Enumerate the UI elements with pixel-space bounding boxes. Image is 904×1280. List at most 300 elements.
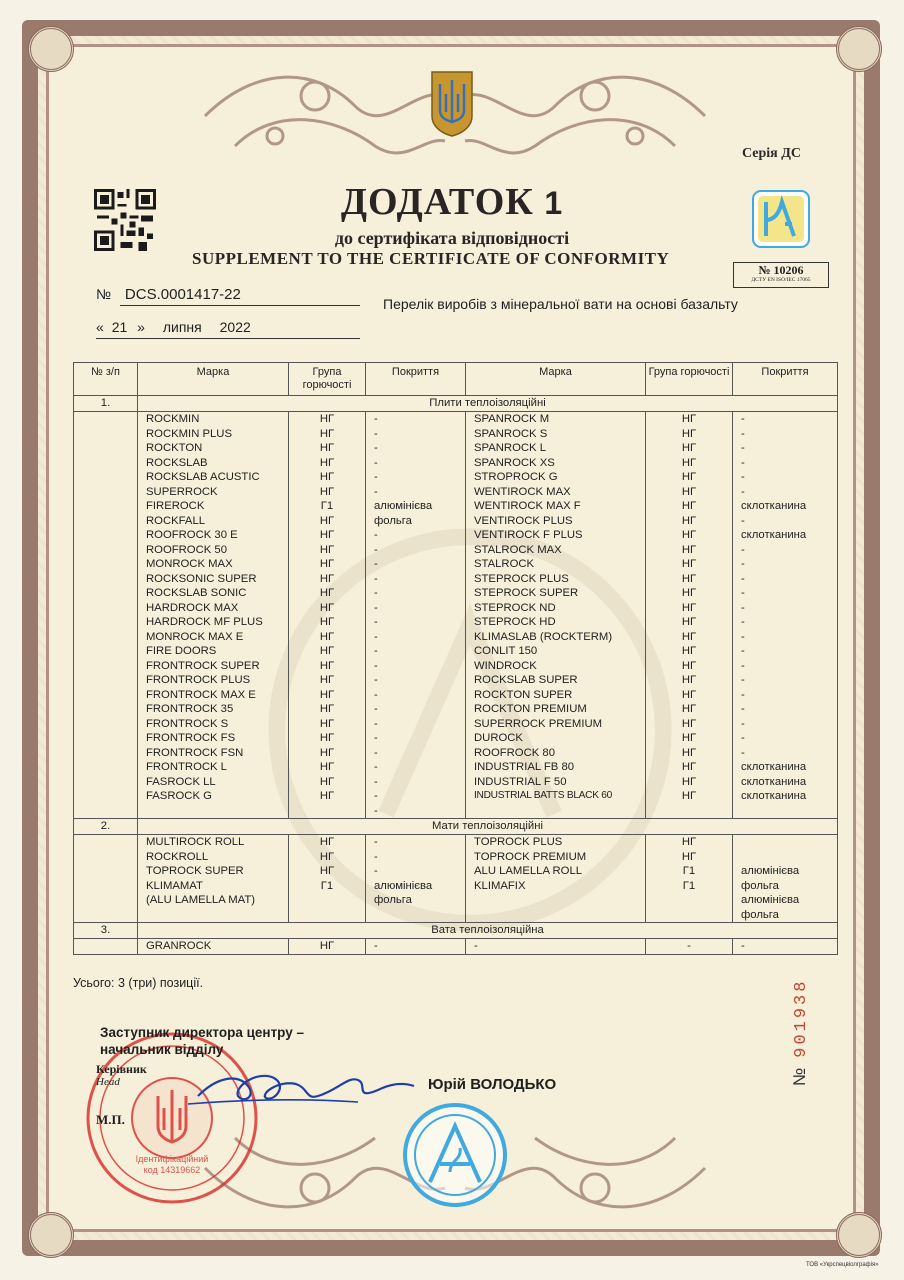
product-list-description: Перелік виробів з мінеральної вати на основі базальту bbox=[383, 296, 738, 312]
row-number-cell bbox=[74, 731, 138, 746]
cell-group-2: НГ bbox=[646, 572, 733, 587]
section-row bbox=[74, 396, 838, 412]
cell-group-2: НГ bbox=[646, 615, 733, 630]
row-number-cell bbox=[74, 557, 138, 572]
table-row bbox=[74, 557, 838, 572]
cell-coating: - bbox=[366, 673, 466, 688]
cell-group-2: НГ bbox=[646, 485, 733, 500]
cell-group-2: - bbox=[646, 939, 733, 955]
table-row bbox=[74, 644, 838, 659]
cell-mark: FIREROCK bbox=[138, 499, 289, 514]
cell-coating: алюмінієва bbox=[366, 879, 466, 894]
cell-group: НГ bbox=[289, 746, 366, 761]
cell-mark-2: CONLIT 150 bbox=[466, 644, 646, 659]
section-title: Вата теплоізоляційна bbox=[138, 923, 838, 939]
table-body bbox=[74, 396, 838, 955]
row-number-cell bbox=[74, 630, 138, 645]
cell-group: НГ bbox=[289, 760, 366, 775]
cell-mark: FASROCK LL bbox=[138, 775, 289, 790]
cell-mark-2: INDUSTRIAL FB 80 bbox=[466, 760, 646, 775]
section-row bbox=[74, 923, 838, 939]
table-row bbox=[74, 470, 838, 485]
cell-group-2: НГ bbox=[646, 543, 733, 558]
cell-group: Г1 bbox=[289, 879, 366, 894]
cell-mark-2: ROCKTON PREMIUM bbox=[466, 702, 646, 717]
table-row bbox=[74, 630, 838, 645]
cell-mark-2 bbox=[466, 893, 646, 908]
cell-coating: - bbox=[366, 746, 466, 761]
cell-group: НГ bbox=[289, 485, 366, 500]
head-label-ua: Керівник bbox=[96, 1062, 147, 1076]
head-label bbox=[96, 1063, 147, 1089]
row-number-cell bbox=[74, 893, 138, 908]
cell-coating: - bbox=[366, 615, 466, 630]
cell-mark-2: TOPROCK PREMIUM bbox=[466, 850, 646, 865]
cell-coating: - bbox=[366, 630, 466, 645]
corner-ornament bbox=[836, 1212, 882, 1258]
cell-coating: - bbox=[366, 717, 466, 732]
row-number-cell bbox=[74, 760, 138, 775]
section-number: 3. bbox=[74, 923, 138, 939]
cell-mark-2: ROCKTON SUPER bbox=[466, 688, 646, 703]
cell-group-2: Г1 bbox=[646, 879, 733, 894]
cell-mark-2: ALU LAMELLA ROLL bbox=[466, 864, 646, 879]
cell-mark: FRONTROCK FS bbox=[138, 731, 289, 746]
cell-coating: - bbox=[366, 456, 466, 471]
cell-mark bbox=[138, 908, 289, 923]
cell-mark-2 bbox=[466, 908, 646, 923]
cell-coating-2: - bbox=[733, 557, 838, 572]
cell-coating-2: фольга bbox=[733, 879, 838, 894]
cell-group-2: НГ bbox=[646, 702, 733, 717]
cell-coating: - bbox=[366, 644, 466, 659]
corner-ornament bbox=[836, 26, 882, 72]
table-row bbox=[74, 688, 838, 703]
cell-coating-2: - bbox=[733, 717, 838, 732]
seal-text-line2: код 14319662 bbox=[143, 1165, 201, 1175]
cell-mark-2: WENTIROCK MAX F bbox=[466, 499, 646, 514]
cell-mark-2 bbox=[466, 804, 646, 819]
cell-coating: - bbox=[366, 601, 466, 616]
accreditation-number: № 10206 bbox=[758, 263, 804, 277]
table-row bbox=[74, 528, 838, 543]
cell-coating-2: - bbox=[733, 514, 838, 529]
cell-mark-2: DUROCK bbox=[466, 731, 646, 746]
table-row bbox=[74, 586, 838, 601]
cell-mark-2: VENTIROCK PLUS bbox=[466, 514, 646, 529]
cell-group bbox=[289, 908, 366, 923]
cell-mark: TOPROCK SUPER bbox=[138, 864, 289, 879]
serial-no-sign: № bbox=[790, 1067, 809, 1086]
cell-coating-2: - bbox=[733, 412, 838, 427]
header-num: № з/п bbox=[74, 363, 138, 396]
cell-coating-2: алюмінієва bbox=[733, 864, 838, 879]
cell-group-2: НГ bbox=[646, 746, 733, 761]
series-label: Серія ДС bbox=[742, 146, 801, 161]
cell-coating: - bbox=[366, 835, 466, 850]
cell-mark: ROCKROLL bbox=[138, 850, 289, 865]
table-row bbox=[74, 731, 838, 746]
cell-coating: - bbox=[366, 760, 466, 775]
date-quote-close: » bbox=[137, 319, 145, 335]
cell-coating-2: - bbox=[733, 456, 838, 471]
handwritten-signature bbox=[178, 1056, 418, 1116]
cell-coating-2 bbox=[733, 835, 838, 850]
cell-group-2: НГ bbox=[646, 644, 733, 659]
cell-group: НГ bbox=[289, 731, 366, 746]
cell-mark-2: STEPROCK HD bbox=[466, 615, 646, 630]
cell-group-2: НГ bbox=[646, 760, 733, 775]
cell-coating: - bbox=[366, 789, 466, 804]
cell-coating: - bbox=[366, 543, 466, 558]
corner-ornament bbox=[28, 26, 74, 72]
table-row bbox=[74, 615, 838, 630]
row-number-cell bbox=[74, 659, 138, 674]
cell-mark: FRONTROCK MAX E bbox=[138, 688, 289, 703]
cell-coating bbox=[366, 908, 466, 923]
header-coating-2: Покриття bbox=[733, 363, 838, 396]
table-row bbox=[74, 879, 838, 894]
cell-coating-2: - bbox=[733, 702, 838, 717]
cell-mark-2: STROPROCK G bbox=[466, 470, 646, 485]
certificate-number-line bbox=[96, 286, 241, 303]
number-label: № bbox=[96, 286, 112, 302]
cell-group bbox=[289, 893, 366, 908]
row-number-cell bbox=[74, 775, 138, 790]
row-number-cell bbox=[74, 586, 138, 601]
table-row bbox=[74, 601, 838, 616]
position-line-1: Заступник директора центру – bbox=[100, 1025, 305, 1040]
accreditation-box bbox=[733, 262, 829, 288]
head-label-en: Head bbox=[96, 1076, 120, 1088]
cell-mark-2: TOPROCK PLUS bbox=[466, 835, 646, 850]
cell-group-2: НГ bbox=[646, 775, 733, 790]
cell-group-2: Г1 bbox=[646, 864, 733, 879]
table-row bbox=[74, 659, 838, 674]
cell-coating: фольга bbox=[366, 893, 466, 908]
cell-group: НГ bbox=[289, 702, 366, 717]
cell-mark-2: STALROCK bbox=[466, 557, 646, 572]
row-number-cell bbox=[74, 427, 138, 442]
cell-mark-2: STEPROCK PLUS bbox=[466, 572, 646, 587]
divider bbox=[96, 338, 360, 339]
cell-group: НГ bbox=[289, 673, 366, 688]
cell-coating-2: - bbox=[733, 485, 838, 500]
cell-group-2 bbox=[646, 804, 733, 819]
cell-coating-2: - bbox=[733, 939, 838, 955]
cell-coating: алюмінієва bbox=[366, 499, 466, 514]
cell-group: Г1 bbox=[289, 499, 366, 514]
row-number-cell bbox=[74, 615, 138, 630]
row-number-cell bbox=[74, 514, 138, 529]
row-number-cell bbox=[74, 441, 138, 456]
cell-mark: ROOFROCK 50 bbox=[138, 543, 289, 558]
cell-coating-2: - bbox=[733, 441, 838, 456]
cell-coating: - bbox=[366, 939, 466, 955]
cell-group-2 bbox=[646, 893, 733, 908]
cell-coating-2: склотканина bbox=[733, 775, 838, 790]
table-row bbox=[74, 746, 838, 761]
cell-mark-2: KLIMAFIX bbox=[466, 879, 646, 894]
section-number: 2. bbox=[74, 819, 138, 835]
cell-mark: ROCKMIN PLUS bbox=[138, 427, 289, 442]
cell-coating-2: - bbox=[733, 673, 838, 688]
cell-coating: - bbox=[366, 427, 466, 442]
row-number-cell bbox=[74, 485, 138, 500]
table-row bbox=[74, 412, 838, 427]
cell-mark bbox=[138, 804, 289, 819]
row-number-cell bbox=[74, 908, 138, 923]
header-mark-2: Марка bbox=[466, 363, 646, 396]
cell-mark: FRONTROCK FSN bbox=[138, 746, 289, 761]
cell-coating: - bbox=[366, 688, 466, 703]
row-number-cell bbox=[74, 470, 138, 485]
cell-mark-2: WINDROCK bbox=[466, 659, 646, 674]
cell-mark-2: KLIMASLAB (ROCKTERM) bbox=[466, 630, 646, 645]
table-header-row bbox=[74, 363, 838, 396]
row-number-cell bbox=[74, 804, 138, 819]
table-row bbox=[74, 908, 838, 923]
cell-group-2: НГ bbox=[646, 601, 733, 616]
cell-coating: - bbox=[366, 864, 466, 879]
cell-group-2: НГ bbox=[646, 731, 733, 746]
cell-coating-2 bbox=[733, 850, 838, 865]
cell-group: НГ bbox=[289, 543, 366, 558]
cell-coating: - bbox=[366, 702, 466, 717]
cell-coating-2: склотканина bbox=[733, 789, 838, 804]
cell-coating-2: - bbox=[733, 601, 838, 616]
cell-group: НГ bbox=[289, 630, 366, 645]
cell-group-2: НГ bbox=[646, 835, 733, 850]
cell-mark: MONROCK MAX bbox=[138, 557, 289, 572]
row-number-cell bbox=[74, 528, 138, 543]
cell-coating: - bbox=[366, 572, 466, 587]
cell-coating: - bbox=[366, 804, 466, 819]
section-number: 1. bbox=[74, 396, 138, 412]
cell-coating-2: - bbox=[733, 470, 838, 485]
cell-mark: HARDROCK MF PLUS bbox=[138, 615, 289, 630]
trident-emblem-icon bbox=[428, 70, 476, 138]
cell-mark: ROCKFALL bbox=[138, 514, 289, 529]
table-row bbox=[74, 427, 838, 442]
accreditation-logo-icon bbox=[752, 190, 810, 248]
cell-mark-2: STEPROCK SUPER bbox=[466, 586, 646, 601]
table-row bbox=[74, 760, 838, 775]
cell-group-2: НГ bbox=[646, 499, 733, 514]
row-number-cell bbox=[74, 499, 138, 514]
title-number: 1 bbox=[544, 185, 564, 221]
cell-mark-2: WENTIROCK MAX bbox=[466, 485, 646, 500]
table-row bbox=[74, 804, 838, 819]
cell-coating-2: склотканина bbox=[733, 528, 838, 543]
row-number-cell bbox=[74, 572, 138, 587]
date-day: 21 bbox=[111, 319, 128, 335]
cell-mark: KLIMAMAT bbox=[138, 879, 289, 894]
cell-coating-2: фольга bbox=[733, 908, 838, 923]
cell-group: НГ bbox=[289, 939, 366, 955]
cell-mark: FRONTROCK PLUS bbox=[138, 673, 289, 688]
cell-coating-2: - bbox=[733, 427, 838, 442]
cell-coating-2: - bbox=[733, 731, 838, 746]
cell-coating: - bbox=[366, 485, 466, 500]
row-number-cell bbox=[74, 717, 138, 732]
cell-group-2: НГ bbox=[646, 630, 733, 645]
cell-group-2: НГ bbox=[646, 557, 733, 572]
cell-mark: FRONTROCK S bbox=[138, 717, 289, 732]
cell-group: НГ bbox=[289, 470, 366, 485]
row-number-cell bbox=[74, 673, 138, 688]
row-number-cell bbox=[74, 543, 138, 558]
section-title: Плити теплоізоляційні bbox=[138, 396, 838, 412]
cell-group: НГ bbox=[289, 586, 366, 601]
cell-coating: - bbox=[366, 441, 466, 456]
row-number-cell bbox=[74, 456, 138, 471]
cell-coating: - bbox=[366, 528, 466, 543]
cell-coating-2: - bbox=[733, 644, 838, 659]
cell-mark-2: SPANROCK L bbox=[466, 441, 646, 456]
row-number-cell bbox=[74, 644, 138, 659]
cell-group-2: НГ bbox=[646, 659, 733, 674]
table-row bbox=[74, 850, 838, 865]
cell-mark: ROCKSLAB SONIC bbox=[138, 586, 289, 601]
cell-mark: FIRE DOORS bbox=[138, 644, 289, 659]
table-row bbox=[74, 775, 838, 790]
cell-group: НГ bbox=[289, 835, 366, 850]
position-line-2: начальник відділу bbox=[100, 1042, 224, 1057]
cell-group-2: НГ bbox=[646, 470, 733, 485]
cell-coating-2: - bbox=[733, 746, 838, 761]
cell-mark: ROCKSLAB bbox=[138, 456, 289, 471]
cell-mark: ROCKMIN bbox=[138, 412, 289, 427]
table-row bbox=[74, 572, 838, 587]
cell-group: НГ bbox=[289, 864, 366, 879]
cell-mark-2: ROCKSLAB SUPER bbox=[466, 673, 646, 688]
cell-group: НГ bbox=[289, 850, 366, 865]
cell-mark-2: SPANROCK S bbox=[466, 427, 646, 442]
table-row bbox=[74, 456, 838, 471]
table-row bbox=[74, 835, 838, 850]
seal-text-line1: Ідентифікаційний bbox=[135, 1154, 209, 1164]
table-row bbox=[74, 673, 838, 688]
table-row bbox=[74, 789, 838, 804]
cell-group-2: НГ bbox=[646, 528, 733, 543]
cell-mark-2: STALROCK MAX bbox=[466, 543, 646, 558]
cell-group-2: НГ bbox=[646, 586, 733, 601]
cell-group: НГ bbox=[289, 717, 366, 732]
cell-mark-2: STEPROCK ND bbox=[466, 601, 646, 616]
row-number-cell bbox=[74, 702, 138, 717]
cell-coating: - bbox=[366, 412, 466, 427]
cell-group: НГ bbox=[289, 644, 366, 659]
section-title: Мати теплоізоляційні bbox=[138, 819, 838, 835]
table-row bbox=[74, 717, 838, 732]
certificate-date-line bbox=[96, 319, 251, 335]
certificate-number: DCS.0001417-22 bbox=[124, 286, 241, 303]
section-row bbox=[74, 819, 838, 835]
table-row bbox=[74, 893, 838, 908]
cell-mark-2: SPANROCK XS bbox=[466, 456, 646, 471]
cell-group: НГ bbox=[289, 427, 366, 442]
serial-number bbox=[790, 979, 811, 1086]
cell-mark: SUPERROCK bbox=[138, 485, 289, 500]
cell-group: НГ bbox=[289, 615, 366, 630]
header-group: Група горючості bbox=[289, 363, 366, 396]
subtitle-en: SUPPLEMENT TO THE CERTIFICATE OF CONFORMITY bbox=[192, 249, 670, 268]
date-year: 2022 bbox=[219, 319, 251, 335]
row-number-cell bbox=[74, 864, 138, 879]
cell-group-2: НГ bbox=[646, 514, 733, 529]
cell-coating: - bbox=[366, 850, 466, 865]
cell-mark: FASROCK G bbox=[138, 789, 289, 804]
accreditation-standard: ДСТУ EN ISO/IEC 17065 bbox=[751, 277, 811, 283]
cell-coating: фольга bbox=[366, 514, 466, 529]
row-number-cell bbox=[74, 746, 138, 761]
cell-mark: MULTIROCK ROLL bbox=[138, 835, 289, 850]
cell-mark: ROCKTON bbox=[138, 441, 289, 456]
cell-coating-2: - bbox=[733, 688, 838, 703]
signer-name: Юрій ВОЛОДЬКО bbox=[428, 1076, 557, 1093]
cell-coating: - bbox=[366, 731, 466, 746]
cell-group: НГ bbox=[289, 601, 366, 616]
table-row bbox=[74, 441, 838, 456]
cell-group: НГ bbox=[289, 557, 366, 572]
cell-coating-2: - bbox=[733, 659, 838, 674]
serial-value: 901938 bbox=[792, 978, 811, 1058]
header-coating: Покриття bbox=[366, 363, 466, 396]
cell-mark: ROOFROCK 30 E bbox=[138, 528, 289, 543]
total-positions: Усього: 3 (три) позиції. bbox=[73, 976, 204, 990]
cell-coating: - bbox=[366, 659, 466, 674]
row-number-cell bbox=[74, 601, 138, 616]
table-row bbox=[74, 702, 838, 717]
cell-group-2: НГ bbox=[646, 850, 733, 865]
cell-coating-2: - bbox=[733, 586, 838, 601]
cell-group: НГ bbox=[289, 572, 366, 587]
cell-group: НГ bbox=[289, 789, 366, 804]
table-row bbox=[74, 514, 838, 529]
cell-group: НГ bbox=[289, 412, 366, 427]
cell-mark: FRONTROCK 35 bbox=[138, 702, 289, 717]
cell-mark: GRANROCK bbox=[138, 939, 289, 955]
stamp-place-label: М.П. bbox=[96, 1112, 125, 1127]
cell-mark: HARDROCK MAX bbox=[138, 601, 289, 616]
table-row bbox=[74, 543, 838, 558]
cell-coating-2: склотканина bbox=[733, 499, 838, 514]
certification-emblem-icon bbox=[400, 1100, 510, 1210]
cell-coating: - bbox=[366, 557, 466, 572]
row-number-cell bbox=[74, 412, 138, 427]
cell-group-2: НГ bbox=[646, 427, 733, 442]
table-row bbox=[74, 499, 838, 514]
cell-group: НГ bbox=[289, 528, 366, 543]
header-mark: Марка bbox=[138, 363, 289, 396]
cell-coating: - bbox=[366, 470, 466, 485]
row-number-cell bbox=[74, 939, 138, 955]
row-number-cell bbox=[74, 688, 138, 703]
table-row bbox=[74, 485, 838, 500]
cell-mark: (ALU LAMELLA MAT) bbox=[138, 893, 289, 908]
row-number-cell bbox=[74, 789, 138, 804]
cell-group-2: НГ bbox=[646, 688, 733, 703]
cell-group: НГ bbox=[289, 688, 366, 703]
table-row bbox=[74, 864, 838, 879]
date-quote-open: « bbox=[96, 319, 104, 335]
cell-coating-2: - bbox=[733, 572, 838, 587]
signatory-position bbox=[100, 1024, 304, 1058]
title-word: ДОДАТОК bbox=[340, 181, 534, 223]
cell-mark-2: INDUSTRIAL BATTS BLACK 60 bbox=[466, 789, 646, 804]
cell-group: НГ bbox=[289, 514, 366, 529]
